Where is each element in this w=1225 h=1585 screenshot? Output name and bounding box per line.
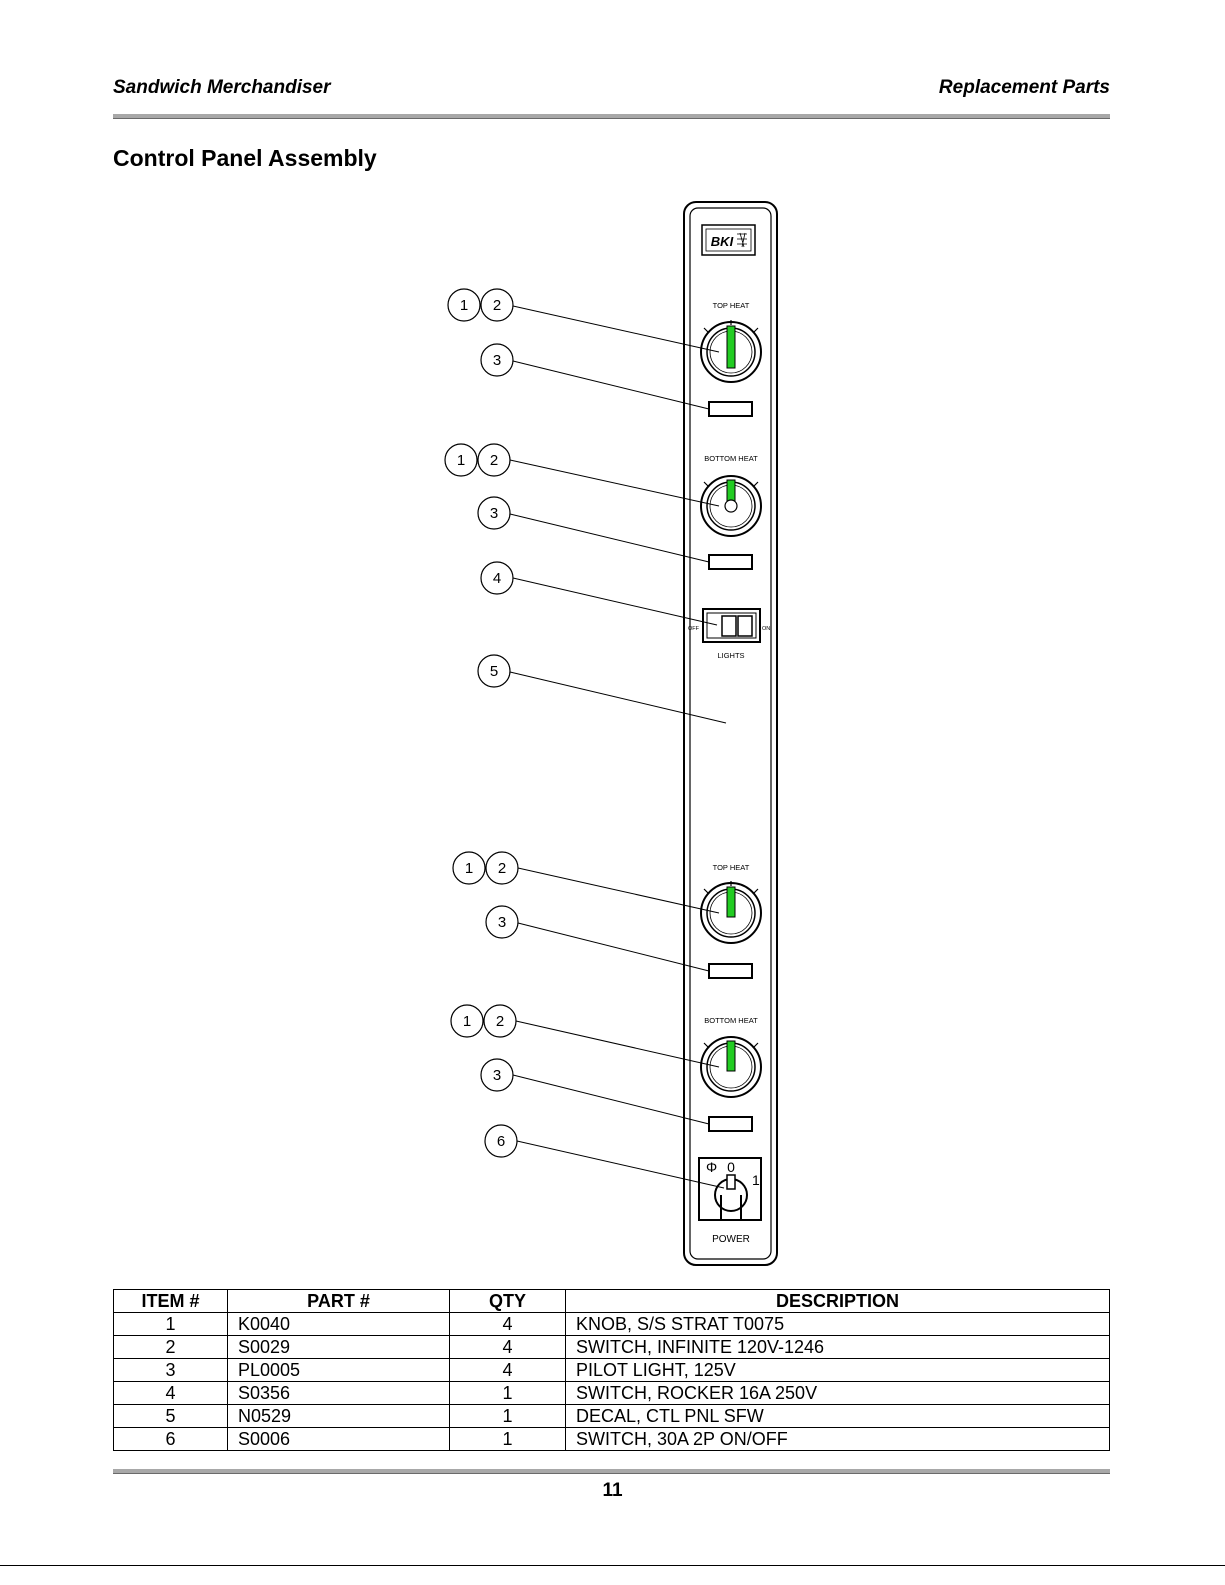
cell-part: K0040: [228, 1313, 450, 1336]
callout-6: 6: [496, 1133, 506, 1150]
leader-lines: [510, 306, 726, 1188]
power-pos-phi: Φ: [706, 1159, 718, 1175]
callout-1: 1: [459, 297, 469, 314]
cell-qty: 1: [450, 1405, 566, 1428]
logo-text: BKI: [710, 234, 734, 249]
col-header-part: PART #: [228, 1290, 450, 1313]
callout-5: 5: [489, 663, 499, 680]
cell-description: PILOT LIGHT, 125V: [566, 1359, 1110, 1382]
table-row: [114, 1382, 1110, 1405]
cell-qty: 4: [450, 1313, 566, 1336]
cell-qty: 1: [450, 1382, 566, 1405]
page-edge-line: [0, 1565, 1225, 1566]
cell-item: 6: [114, 1428, 228, 1451]
knob-2: [701, 476, 761, 536]
knob-4: [701, 1037, 761, 1097]
callout-1: 1: [462, 1013, 472, 1030]
col-header-description: DESCRIPTION: [566, 1290, 1110, 1313]
bottom-heat-label-2: BOTTOM HEAT: [704, 1016, 758, 1025]
callout-circles: [445, 289, 518, 1157]
power-label: POWER: [712, 1234, 750, 1245]
cell-part: S0006: [228, 1428, 450, 1451]
callout-2: 2: [489, 452, 499, 469]
power-pos-0: 0: [727, 1159, 735, 1175]
cell-description: DECAL, CTL PNL SFW: [566, 1405, 1110, 1428]
table-header-row: [114, 1290, 1110, 1313]
bottom-heat-label-1: BOTTOM HEAT: [704, 454, 758, 463]
cell-description: SWITCH, ROCKER 16A 250V: [566, 1382, 1110, 1405]
callout-4: 4: [492, 570, 502, 587]
top-heat-label-2: TOP HEAT: [712, 863, 750, 872]
callout-2: 2: [497, 860, 507, 877]
header-rule: [113, 114, 1110, 119]
table-row: [114, 1336, 1110, 1359]
lights-rocker-switch: [703, 609, 760, 642]
knob-1: [701, 320, 761, 382]
cell-description: SWITCH, INFINITE 120V-1246: [566, 1336, 1110, 1359]
section-title: Control Panel Assembly: [113, 145, 377, 171]
parts-table: [113, 1289, 1110, 1451]
cell-part: S0356: [228, 1382, 450, 1405]
cell-item: 4: [114, 1382, 228, 1405]
cell-description: SWITCH, 30A 2P ON/OFF: [566, 1428, 1110, 1451]
col-header-item: ITEM #: [114, 1290, 228, 1313]
top-heat-label-1: TOP HEAT: [712, 301, 750, 310]
footer-rule: [113, 1469, 1110, 1474]
table-row: [114, 1359, 1110, 1382]
pilot-light-1: [709, 402, 752, 416]
col-header-qty: QTY: [450, 1290, 566, 1313]
lights-on-label: ON: [762, 626, 771, 632]
cell-qty: 4: [450, 1336, 566, 1359]
callout-1: 1: [456, 452, 466, 469]
callout-3: 3: [489, 505, 499, 522]
callout-3: 3: [492, 352, 502, 369]
callout-1: 1: [464, 860, 474, 877]
cell-item: 1: [114, 1313, 228, 1336]
power-pos-1: 1: [752, 1172, 760, 1188]
table-row: [114, 1428, 1110, 1451]
table-row: [114, 1405, 1110, 1428]
header-section: Replacement Parts: [938, 77, 1110, 98]
callout-3: 3: [497, 914, 507, 931]
table-row: [114, 1313, 1110, 1336]
callout-2: 2: [492, 297, 502, 314]
cell-item: 3: [114, 1359, 228, 1382]
cell-item: 5: [114, 1405, 228, 1428]
pilot-light-3: [709, 964, 752, 978]
cell-part: N0529: [228, 1405, 450, 1428]
pilot-light-2: [709, 555, 752, 569]
lights-label: LIGHTS: [717, 651, 745, 660]
callout-2: 2: [495, 1013, 505, 1030]
bki-logo: [702, 225, 755, 255]
cell-qty: 4: [450, 1359, 566, 1382]
page-number: 11: [602, 1480, 623, 1501]
callout-3: 3: [492, 1067, 502, 1084]
knob-3: [701, 881, 761, 943]
control-panel-diagram: [440, 195, 800, 1270]
cell-qty: 1: [450, 1428, 566, 1451]
cell-description: KNOB, S/S STRAT T0075: [566, 1313, 1110, 1336]
header-title: Sandwich Merchandiser: [113, 77, 331, 98]
cell-part: S0029: [228, 1336, 450, 1359]
cell-item: 2: [114, 1336, 228, 1359]
pilot-light-4: [709, 1117, 752, 1131]
cell-part: PL0005: [228, 1359, 450, 1382]
lights-off-label: OFF: [688, 626, 699, 632]
